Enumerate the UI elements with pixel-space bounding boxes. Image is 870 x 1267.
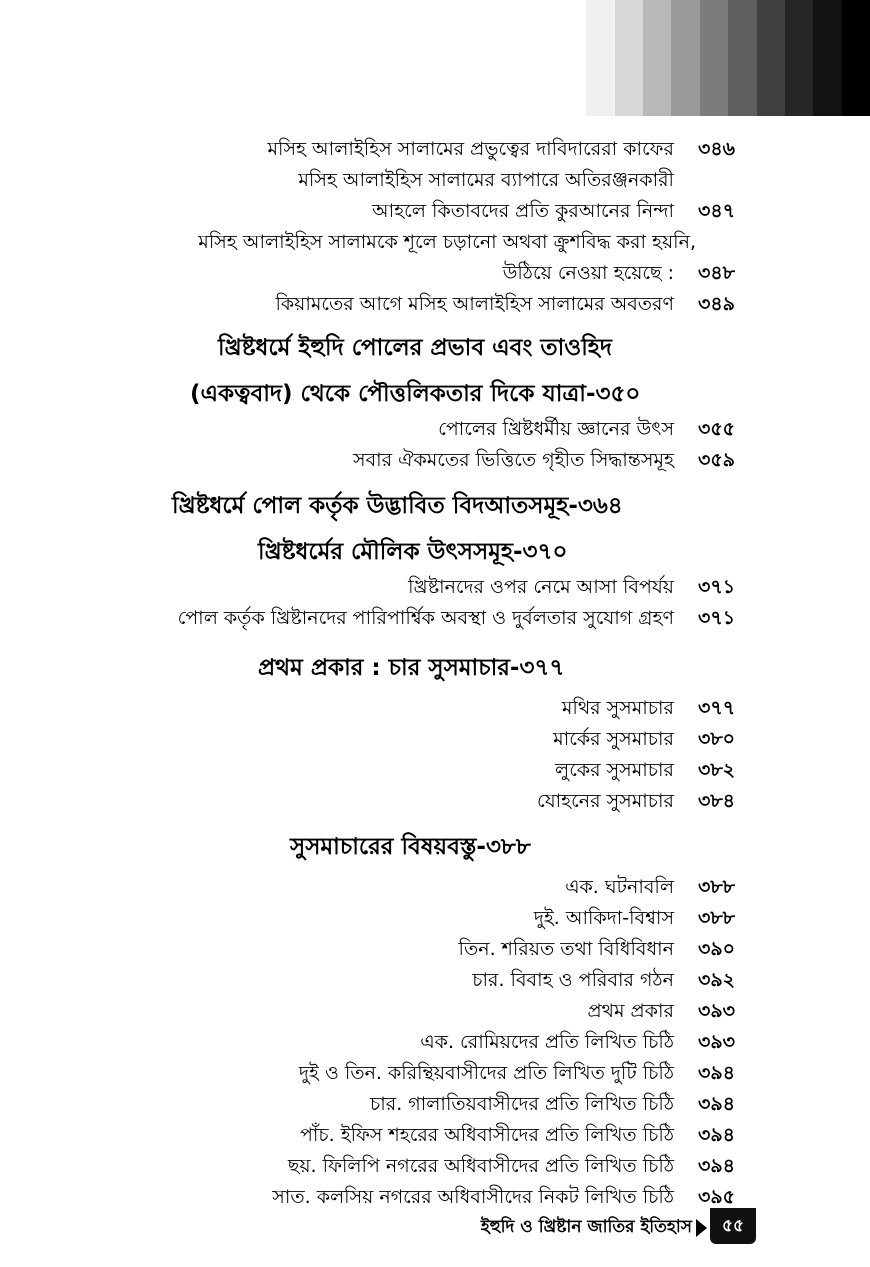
- section-heading: [0, 823, 870, 873]
- toc-entry-page: ৩৯২: [698, 969, 736, 991]
- toc-entry-page: ৩৮৪: [698, 790, 736, 812]
- toc-entry: [0, 451, 870, 482]
- toc-entry-title: পাঁচ. ইফিস শহরের অধিবাসীদের প্রতি লিখিত চিঠি: [299, 1124, 674, 1146]
- toc-entry-page: ৩৭১: [698, 576, 736, 598]
- section-heading: [0, 374, 870, 420]
- section-heading-text: (একত্ববাদ) থেকে পৌত্তলিকতার দিকে যাত্রা-৩৫০: [190, 381, 641, 407]
- toc-entry-title: দুই. আকিদা-বিশ্বাস: [533, 907, 674, 929]
- section-heading-text: প্রথম প্রকার : চার সুসমাচার-৩৭৭: [258, 655, 565, 681]
- toc-entry-page: ৩৮২: [698, 759, 736, 781]
- color-swatch: [785, 0, 813, 116]
- toc-entry: [0, 909, 870, 940]
- toc-entry: [0, 792, 870, 823]
- toc-entry-page: ৩৯৪: [698, 1093, 736, 1115]
- toc-entry-title: খ্রিষ্টানদের ওপর নেমে আসা বিপর্যয়: [408, 576, 674, 598]
- toc-entry-title: দুই ও তিন. করিন্থিয়বাসীদের প্রতি লিখিত দুটি চিঠি: [298, 1062, 674, 1084]
- toc-entry-page: ৩৯৪: [698, 1155, 736, 1177]
- toc-entry: [0, 609, 870, 640]
- toc-entry-title: এক. রোমিয়দের প্রতি লিখিত চিঠি: [420, 1031, 674, 1053]
- color-swatch: [813, 0, 841, 116]
- toc-entry-title: যোহনের সুসমাচার: [537, 790, 674, 812]
- color-swatch: [671, 0, 699, 116]
- toc-entry-title: তিন. শরিয়ত তথা বিধিবিধান: [458, 938, 674, 960]
- toc-entry: [0, 694, 870, 730]
- color-swatch: [757, 0, 785, 116]
- toc-entry-page: ৩৮৮: [698, 876, 736, 898]
- toc-entry-page: ৩৯৪: [698, 1062, 736, 1084]
- toc-entry-title: মার্কের সুসমাচার: [553, 728, 674, 750]
- section-heading: [0, 640, 870, 694]
- toc-entry-page: ৩৪৭: [698, 200, 736, 222]
- toc-entry: [0, 730, 870, 761]
- footer-page-number: ৫৫: [710, 1208, 756, 1244]
- toc-entry-page: ৩৪৮: [698, 262, 736, 284]
- toc-entry-page: ৩৯৪: [698, 1124, 736, 1146]
- toc-entry-title: এক. ঘটনাবলি: [565, 876, 674, 898]
- color-swatch: [842, 0, 870, 116]
- toc-entry-title: সবার ঐকমতের ভিত্তিতে গৃহীত সিদ্ধান্তসমূহ: [353, 449, 674, 471]
- toc-entry-title: সাত. কলসিয় নগরের অধিবাসীদের নিকট লিখিত চিঠি: [272, 1186, 674, 1208]
- toc-entry-title: মথির সুসমাচার: [561, 697, 674, 719]
- toc-entry-title: কিয়ামতের আগে মসিহ আলাইহিস সালামের অবতরণ: [275, 293, 674, 315]
- toc-entry: [0, 295, 870, 326]
- toc-entry-page: ৩৮৮: [698, 907, 736, 929]
- toc-entry-title: চার. গালাতিয়বাসীদের প্রতি লিখিত চিঠি: [370, 1093, 674, 1115]
- toc-entry: [0, 940, 870, 971]
- section-heading-text: খ্রিষ্টধর্মের মৌলিক উৎসসমূহ-৩৭০: [258, 539, 568, 565]
- toc-entry-page: ৩৯৫: [698, 1186, 736, 1208]
- section-heading-text: খ্রিষ্টধর্মে পোল কর্তৃক উদ্ভাবিত বিদআতসমূহ-৩৬৪: [172, 493, 623, 519]
- section-heading-text: খ্রিষ্টধর্মে ইহুদি পোলের প্রভাব এবং তাওহিদ: [218, 335, 612, 361]
- toc-entry-page: ৩৭৭: [698, 697, 736, 719]
- arrow-right-icon: [696, 1219, 707, 1237]
- toc-entry-page: ৩৮০: [698, 728, 736, 750]
- toc-entry-title: পোল কর্তৃক খ্রিষ্টানদের পারিপার্শ্বিক অবস্থা ও দুর্বলতার সুযোগ গ্রহণ: [177, 607, 674, 629]
- footer-book-title: ইহুদি ও খ্রিষ্টান জাতির ইতিহাস: [480, 1217, 692, 1237]
- toc-entry-page: ৩৯৩: [698, 1031, 736, 1053]
- toc-entry-title: উঠিয়ে নেওয়া হয়েছে :: [502, 262, 674, 284]
- color-swatch: [558, 0, 586, 116]
- toc-entry-page: ৩৫৯: [698, 449, 736, 471]
- color-swatch: [643, 0, 671, 116]
- color-swatch: [586, 0, 614, 116]
- toc-entry: [0, 761, 870, 792]
- toc-entry: [0, 873, 870, 909]
- color-calibration-bar: [558, 0, 870, 116]
- toc-entry-page: ৩৭১: [698, 607, 736, 629]
- toc-entry-page: ৩৪৯: [698, 293, 736, 315]
- toc-entry-page: ৩৯০: [698, 938, 736, 960]
- toc-entry: [0, 971, 870, 1002]
- toc-entry-title: ছয়. ফিলিপি নগরের অধিবাসীদের প্রতি লিখিত চিঠি: [287, 1155, 674, 1177]
- color-swatch: [700, 0, 728, 116]
- toc-entry-page: ৩৫৫: [698, 418, 736, 440]
- toc-entry-title: পোলের খ্রিষ্টধর্মীয় জ্ঞানের উৎস: [438, 418, 674, 440]
- toc-entry-title: চার. বিবাহ ও পরিবার গঠন: [472, 969, 674, 991]
- table-of-contents: [0, 140, 870, 1219]
- section-heading-text: সুসমাচারের বিষয়বস্তু-৩৮৮: [290, 834, 531, 860]
- section-heading: [0, 326, 870, 374]
- toc-entry-title: প্রথম প্রকার: [587, 1000, 674, 1022]
- section-heading: [0, 532, 870, 578]
- color-swatch: [728, 0, 756, 116]
- color-swatch: [615, 0, 643, 116]
- toc-entry: [0, 233, 870, 264]
- page-footer: [0, 1208, 870, 1244]
- toc-entry-title: মসিহ আলাইহিস সালামের প্রভুত্বের দাবিদারেরা কাফের: [267, 138, 674, 160]
- section-heading: [0, 482, 870, 532]
- toc-entry-page: ৩৪৬: [698, 138, 736, 160]
- toc-entry-title: মসিহ আলাইহিস সালামকে শূলে চড়ানো অথবা ক্রুশবিদ্ধ করা হয়নি,: [198, 231, 696, 253]
- toc-entry-title: লুকের সুসমাচার: [555, 759, 674, 781]
- toc-entry-title: মসিহ আলাইহিস সালামের ব্যাপারে অতিরঞ্জনকারী: [298, 169, 674, 191]
- toc-entry-title: আহলে কিতাবদের প্রতি কুরআনের নিন্দা: [372, 200, 674, 222]
- toc-entry-page: ৩৯৩: [698, 1000, 736, 1022]
